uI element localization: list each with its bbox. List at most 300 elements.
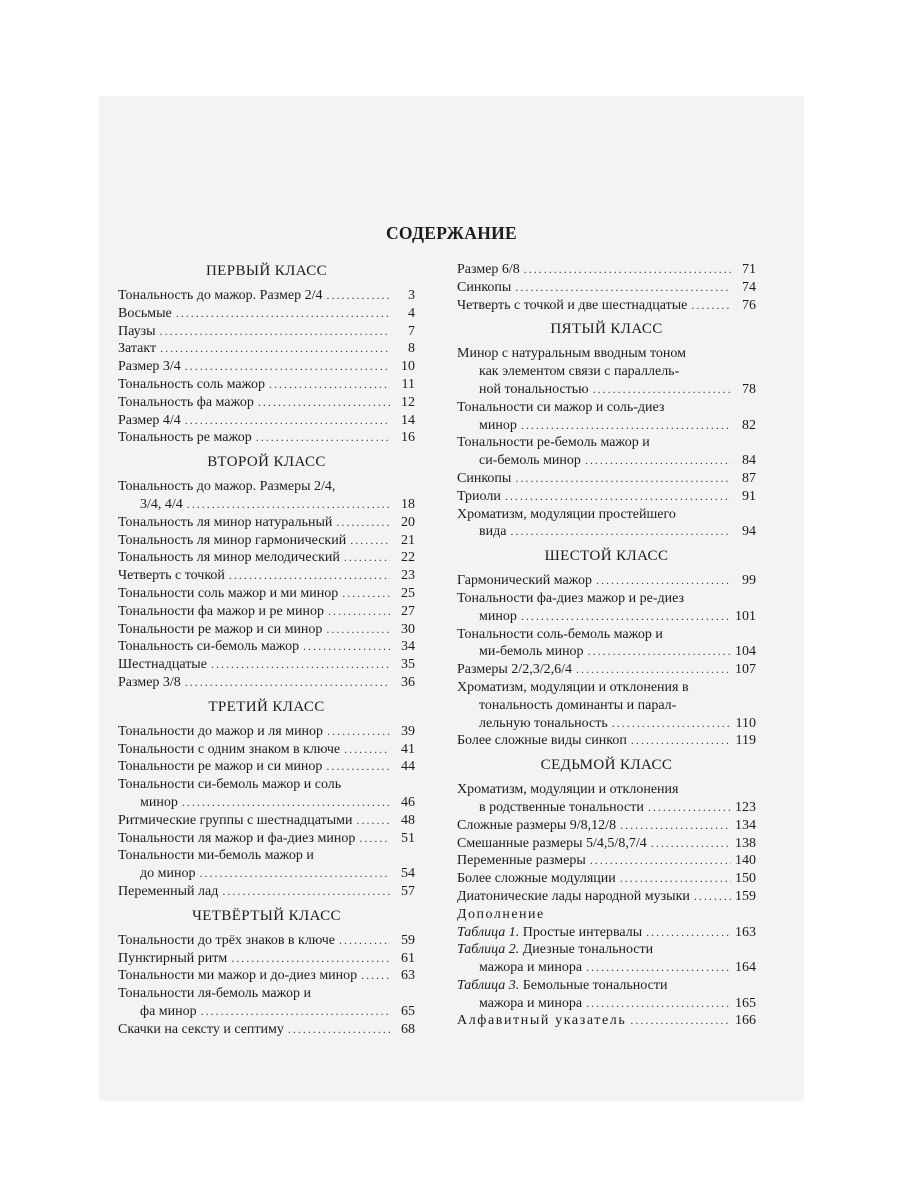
page-number: 54 xyxy=(401,866,415,882)
toc-entry-text xyxy=(118,656,207,674)
dot-leader xyxy=(359,830,390,848)
dot-leader xyxy=(185,412,390,430)
toc-entry-line xyxy=(457,959,756,977)
page-number: 94 xyxy=(742,524,756,540)
toc-entry-line xyxy=(457,679,756,697)
toc-entry xyxy=(118,287,415,305)
dot-leader xyxy=(350,532,390,550)
toc-entry xyxy=(118,812,415,830)
page-number: 14 xyxy=(401,412,415,428)
toc-entry-line xyxy=(118,532,415,550)
toc-entry-title: Гармонический мажор xyxy=(457,573,592,589)
toc-entry-title: Сложные размеры 9/8,12/8 xyxy=(457,817,617,833)
toc-entry-text xyxy=(457,995,582,1013)
page-number: 110 xyxy=(735,715,756,731)
toc-entry-title: вида xyxy=(479,524,507,540)
dot-leader xyxy=(515,279,731,297)
toc-entry-title: Тональность си-бемоль мажор xyxy=(118,639,300,655)
toc-entry-text xyxy=(457,852,586,870)
dot-leader xyxy=(585,452,731,470)
toc-entry-text xyxy=(118,758,322,776)
dot-leader xyxy=(630,1012,731,1030)
toc-entry-text xyxy=(457,781,678,799)
toc-entry-line xyxy=(118,621,415,639)
toc-entry-line xyxy=(118,1021,415,1039)
toc-entry-text xyxy=(118,847,314,865)
toc-entry xyxy=(457,590,756,626)
dot-leader xyxy=(327,723,390,741)
toc-entry-title: Хроматизм, модуляции и отклонения в xyxy=(457,679,689,695)
page-number: 76 xyxy=(742,297,756,313)
toc-entry-text xyxy=(118,621,322,639)
toc-entry-text xyxy=(118,532,346,550)
toc-entry xyxy=(457,488,756,506)
toc-entry-title: Тональность ре мажор xyxy=(118,430,252,446)
dot-leader xyxy=(576,661,731,679)
toc-entry-title: Синкопы xyxy=(457,279,512,295)
toc-entry xyxy=(118,1021,415,1039)
page-number: 104 xyxy=(735,644,756,660)
toc-entry-title: Бемольные тональности xyxy=(522,977,668,993)
toc-entry-text xyxy=(457,835,647,853)
dot-leader xyxy=(593,381,731,399)
dot-leader xyxy=(515,470,731,488)
toc-entry-line xyxy=(457,977,756,995)
toc-entry-line xyxy=(118,865,415,883)
toc-entry-title: Размер 3/8 xyxy=(118,674,181,690)
toc-entry-line xyxy=(118,758,415,776)
toc-entry xyxy=(118,847,415,883)
toc-entry xyxy=(118,830,415,848)
toc-entry xyxy=(118,932,415,950)
toc-entry-line xyxy=(457,345,756,363)
toc-entry-title: Тональности ре мажор и си минор xyxy=(118,621,323,637)
page-number: 119 xyxy=(735,733,756,749)
dot-leader xyxy=(326,621,390,639)
toc-entry-title: Ритмические группы с шестнадцатыми xyxy=(118,812,353,828)
page-number: 74 xyxy=(742,279,756,295)
toc-entry-title: как элементом связи с параллель- xyxy=(479,364,680,380)
toc-entry xyxy=(457,924,756,942)
toc-entry-text xyxy=(457,261,520,279)
toc-entry-line xyxy=(118,478,415,496)
page-number: 8 xyxy=(408,341,415,357)
toc-entry-line xyxy=(118,776,415,794)
toc-entry-text xyxy=(457,470,511,488)
toc-entry xyxy=(118,776,415,812)
toc-entry-title: минор xyxy=(479,417,517,433)
toc-entry-title: Тональности си-бемоль мажор и соль xyxy=(118,777,342,793)
toc-entry-line xyxy=(457,888,756,906)
toc-entry-line xyxy=(457,470,756,488)
dot-leader xyxy=(182,794,390,812)
toc-entry-line xyxy=(118,830,415,848)
page-number: 164 xyxy=(735,960,756,976)
toc-entry xyxy=(118,603,415,621)
toc-entry-title: Тональность до мажор. Размер 2/4 xyxy=(118,288,323,303)
toc-entry-text xyxy=(118,1021,284,1039)
toc-entry xyxy=(457,835,756,853)
dot-leader xyxy=(596,572,731,590)
toc-entry-title: минор xyxy=(140,794,178,810)
toc-entry-text xyxy=(457,732,627,750)
page-number: 3 xyxy=(408,288,415,303)
toc-entry-line xyxy=(457,488,756,506)
toc-entry-line xyxy=(457,417,756,435)
toc-entry xyxy=(457,434,756,470)
dot-leader xyxy=(211,656,390,674)
toc-entry-text xyxy=(118,967,357,985)
toc-entry-text xyxy=(457,399,664,417)
toc-entry-title: Синкопы xyxy=(457,470,512,486)
toc-entry-line xyxy=(118,674,415,692)
toc-entry-title: Более сложные виды синкоп xyxy=(457,733,627,749)
toc-entry-title: Тональности фа мажор и ре минор xyxy=(118,603,325,619)
dot-leader xyxy=(326,287,390,305)
dot-leader xyxy=(694,888,731,906)
toc-entry-line xyxy=(457,399,756,417)
toc-entry-text xyxy=(457,679,689,697)
page-number: 36 xyxy=(401,674,415,690)
toc-entry-line xyxy=(118,340,415,358)
toc-entry-title: Тональности до трёх знаков в ключе xyxy=(118,932,336,948)
toc-entry xyxy=(118,358,415,376)
dot-leader xyxy=(521,417,731,435)
toc-entry-line xyxy=(457,817,756,835)
toc-entry-title: Тональность ля минор натуральный xyxy=(118,514,333,530)
toc-entry-line xyxy=(457,835,756,853)
toc-entry-title: Шестнадцатые xyxy=(118,657,207,673)
dot-leader xyxy=(231,950,390,968)
page-number: 27 xyxy=(401,603,415,619)
dot-leader xyxy=(185,358,390,376)
section-heading: ЧЕТВЁРТЫЙ КЛАСС xyxy=(192,907,341,924)
toc-entry-title: Тональности ля-бемоль мажор и xyxy=(118,986,311,1002)
dot-leader xyxy=(361,967,390,985)
toc-entry-title: Тональности соль мажор и ми минор xyxy=(118,585,339,601)
toc-entry-title: Четверть с точкой и две шестнадцатые xyxy=(457,297,688,313)
toc-left-column xyxy=(118,261,415,1038)
toc-entry-text xyxy=(118,638,299,656)
toc-entry-text xyxy=(118,1003,197,1021)
supplement-heading: Дополнение xyxy=(457,906,545,922)
toc-entry-line xyxy=(118,394,415,412)
page-number: 159 xyxy=(735,888,756,904)
dot-leader xyxy=(510,523,731,541)
section-heading: ТРЕТИЙ КЛАСС xyxy=(208,698,325,715)
dot-leader xyxy=(646,924,731,942)
toc-entry-title: Простые интервалы xyxy=(522,924,643,940)
dot-leader xyxy=(612,715,731,733)
dot-leader xyxy=(620,817,731,835)
toc-entry-title: минор xyxy=(479,608,517,624)
page-number: 22 xyxy=(401,550,415,566)
toc-entry-text xyxy=(457,297,687,315)
toc-entry-line xyxy=(118,932,415,950)
page-title: СОДЕРЖАНИЕ xyxy=(385,223,517,243)
toc-entry-title: Тональность соль мажор xyxy=(118,376,265,392)
toc-entry-line xyxy=(118,967,415,985)
page-number: 138 xyxy=(735,835,756,851)
dot-leader xyxy=(586,995,731,1013)
page-number: 101 xyxy=(735,608,756,624)
dot-leader xyxy=(590,852,731,870)
toc-entry-line xyxy=(457,852,756,870)
toc-entry-line xyxy=(457,434,756,452)
toc-entry xyxy=(118,514,415,532)
dot-leader xyxy=(631,732,731,750)
toc-entry xyxy=(118,656,415,674)
toc-entry-line xyxy=(457,572,756,590)
toc-entry-title: лельную тональность xyxy=(479,715,608,731)
toc-entry-text xyxy=(118,429,252,447)
toc-entry-text xyxy=(118,305,172,323)
dot-leader xyxy=(339,932,390,950)
toc-entry-title: Хроматизм, модуляции и отклонения xyxy=(457,782,679,798)
toc-entry-line xyxy=(118,847,415,865)
page-number: 46 xyxy=(401,794,415,810)
toc-entry-text xyxy=(457,523,506,541)
toc-entry xyxy=(118,323,415,341)
toc-entry-text xyxy=(118,794,178,812)
page-number: 165 xyxy=(735,995,756,1011)
toc-entry-line xyxy=(457,626,756,644)
toc-entry-line xyxy=(118,549,415,567)
dot-leader xyxy=(344,741,390,759)
toc-entry-title: Тональности ми мажор и до-диез минор xyxy=(118,968,358,984)
toc-entry-text xyxy=(457,363,679,381)
toc-entry xyxy=(457,888,756,906)
toc-entry-text xyxy=(118,674,181,692)
toc-entry-text xyxy=(457,608,517,626)
toc-entry-line xyxy=(118,305,415,323)
toc-entry-title: до минор xyxy=(140,866,196,882)
page-number: 84 xyxy=(742,453,756,469)
section-heading: ШЕСТОЙ КЛАСС xyxy=(544,548,669,565)
toc-entry-line xyxy=(118,412,415,430)
page-number: 44 xyxy=(401,759,415,775)
toc-entry xyxy=(118,741,415,759)
toc-entry xyxy=(118,549,415,567)
toc-entry-text xyxy=(118,376,265,394)
toc-entry-text xyxy=(457,941,653,959)
toc-entry-title: Переменный лад xyxy=(118,883,219,899)
toc-entry-title: Минор с натуральным вводным тоном xyxy=(457,346,687,362)
toc-entry xyxy=(457,470,756,488)
toc-entry-title: мажора и минора xyxy=(479,960,583,976)
toc-entry-title: Тональности ля мажор и фа-диез минор xyxy=(118,830,356,846)
dot-leader xyxy=(229,567,390,585)
toc-entry-text xyxy=(457,715,608,733)
toc-entry-title: Восьмые xyxy=(118,305,172,321)
dot-leader xyxy=(160,340,390,358)
book-page xyxy=(100,97,803,1100)
toc-entry-text xyxy=(457,888,690,906)
toc-entry-text xyxy=(457,643,584,661)
page-number: 57 xyxy=(401,883,415,899)
toc-entry-text xyxy=(118,950,227,968)
toc-entry-line xyxy=(457,452,756,470)
toc-entry xyxy=(118,723,415,741)
toc-entry-text xyxy=(118,567,225,585)
toc-entry-title: Скачки на сексту и септиму xyxy=(118,1021,284,1037)
toc-entry xyxy=(457,399,756,435)
dot-leader xyxy=(269,376,390,394)
page-number: 12 xyxy=(401,394,415,410)
dot-leader xyxy=(258,394,390,412)
toc-entry xyxy=(457,852,756,870)
dot-leader xyxy=(651,835,731,853)
toc-entry-title: Тональности си мажор и соль-диез xyxy=(457,399,665,415)
toc-entry-line xyxy=(457,643,756,661)
toc-entry-line xyxy=(118,1003,415,1021)
toc-entry-line xyxy=(457,1012,756,1030)
dot-leader xyxy=(187,496,390,514)
toc-entry-title: Размер 6/8 xyxy=(457,262,520,277)
toc-entry-line xyxy=(457,924,756,942)
toc-entry xyxy=(118,638,415,656)
toc-entry-text xyxy=(118,776,341,794)
toc-entry-text xyxy=(118,496,183,514)
toc-entry-line xyxy=(457,941,756,959)
toc-entry-text xyxy=(118,741,340,759)
toc-entry-title: Тональность ля минор мелодический xyxy=(118,550,340,566)
toc-entry xyxy=(457,626,756,662)
dot-leader xyxy=(326,758,390,776)
toc-entry xyxy=(118,532,415,550)
page-number: 68 xyxy=(401,1021,415,1037)
toc-entry xyxy=(457,817,756,835)
page-number: 166 xyxy=(735,1013,756,1029)
toc-entry-line xyxy=(118,723,415,741)
dot-leader xyxy=(328,603,390,621)
toc-entry-title: Триоли xyxy=(457,488,501,504)
toc-entry-text xyxy=(457,799,644,817)
page-number: 35 xyxy=(401,657,415,673)
toc-entry-line xyxy=(118,376,415,394)
page-number: 11 xyxy=(401,376,415,392)
table-label: Таблица 1. xyxy=(457,924,520,940)
toc-entry-line xyxy=(118,567,415,585)
toc-entry-title: 3/4, 4/4 xyxy=(140,496,183,512)
toc-entry-line xyxy=(118,603,415,621)
toc-entry-text xyxy=(118,603,324,621)
toc-entry-text xyxy=(457,488,501,506)
toc-entry-text xyxy=(457,381,589,399)
dot-leader xyxy=(176,305,390,323)
toc-entry-text xyxy=(457,434,650,452)
toc-entry-line xyxy=(457,715,756,733)
toc-entry-line xyxy=(118,585,415,603)
toc-entry xyxy=(457,261,756,279)
toc-entry-line xyxy=(118,985,415,1003)
toc-entry-text xyxy=(457,977,667,995)
toc-entry-line xyxy=(457,661,756,679)
toc-entry xyxy=(457,941,756,977)
toc-entry-line xyxy=(118,514,415,532)
toc-entry-line xyxy=(457,261,756,279)
toc-entry-line xyxy=(457,381,756,399)
toc-entry xyxy=(118,585,415,603)
dot-leader xyxy=(691,297,731,315)
page-number: 34 xyxy=(401,639,415,655)
dot-leader xyxy=(356,812,390,830)
toc-entry-text xyxy=(457,506,676,524)
page-number: 7 xyxy=(408,323,415,339)
toc-entry-title: Тональность до мажор. Размеры 2/4, xyxy=(118,479,336,495)
toc-entry xyxy=(118,376,415,394)
toc-entry-title: си-бемоль минор xyxy=(479,453,581,469)
dot-leader xyxy=(222,883,390,901)
toc-entry-line xyxy=(118,883,415,901)
page-number: 30 xyxy=(401,621,415,637)
toc-entry-text xyxy=(118,883,218,901)
dot-leader xyxy=(524,261,731,279)
toc-entry-title: мажора и минора xyxy=(479,995,583,1011)
page-number: 61 xyxy=(401,950,415,966)
page-number: 51 xyxy=(401,830,415,846)
toc-entry-line xyxy=(457,799,756,817)
toc-entry-title: тональность доминанты и парал- xyxy=(479,697,677,713)
toc-entry-title: Тональности соль-бемоль мажор и xyxy=(457,626,663,642)
page-number: 82 xyxy=(742,417,756,433)
page-number: 20 xyxy=(401,514,415,530)
toc-entry-line xyxy=(457,732,756,750)
toc-entry-title: Тональности ре-бемоль мажор и xyxy=(457,435,650,451)
toc-entry-title: Переменные размеры xyxy=(457,853,586,869)
toc-entry-text xyxy=(118,340,156,358)
toc-entry-title: Четверть с точкой xyxy=(118,568,225,584)
toc-entry xyxy=(118,674,415,692)
toc-entry-text xyxy=(118,865,195,883)
page-number: 18 xyxy=(401,496,415,512)
toc-entry xyxy=(118,967,415,985)
toc-entry-text xyxy=(457,870,616,888)
dot-leader xyxy=(288,1021,390,1039)
toc-entry xyxy=(118,340,415,358)
page-number: 163 xyxy=(735,924,756,940)
dot-leader xyxy=(505,488,731,506)
index-title: Алфавитный указатель xyxy=(457,1013,627,1029)
page-number: 25 xyxy=(401,585,415,601)
toc-entry-text xyxy=(118,830,355,848)
toc-entry xyxy=(118,883,415,901)
toc-entry-line xyxy=(457,995,756,1013)
toc-entry-line xyxy=(118,496,415,514)
toc-entry-line xyxy=(457,506,756,524)
toc-entry-text xyxy=(457,924,642,942)
page-number: 4 xyxy=(408,305,415,321)
toc-entry-line xyxy=(457,870,756,888)
dot-leader xyxy=(336,514,390,532)
toc-entry-text xyxy=(457,959,582,977)
toc-entry xyxy=(457,1012,756,1030)
toc-entry-line xyxy=(118,656,415,674)
toc-entry-line xyxy=(118,358,415,376)
toc-entry-text xyxy=(118,723,323,741)
toc-entry xyxy=(457,679,756,732)
toc-entry xyxy=(457,345,756,398)
toc-entry-title: Тональности с одним знаком в ключе xyxy=(118,741,341,757)
toc-entry-line xyxy=(118,950,415,968)
toc-entry-title: Хроматизм, модуляции простейшего xyxy=(457,506,676,522)
toc-entry xyxy=(457,870,756,888)
toc-entry-line xyxy=(118,812,415,830)
toc-entry-title: ной тональностью xyxy=(479,381,589,397)
toc-entry-line xyxy=(118,794,415,812)
toc-entry-text xyxy=(118,932,335,950)
toc-entry xyxy=(457,732,756,750)
